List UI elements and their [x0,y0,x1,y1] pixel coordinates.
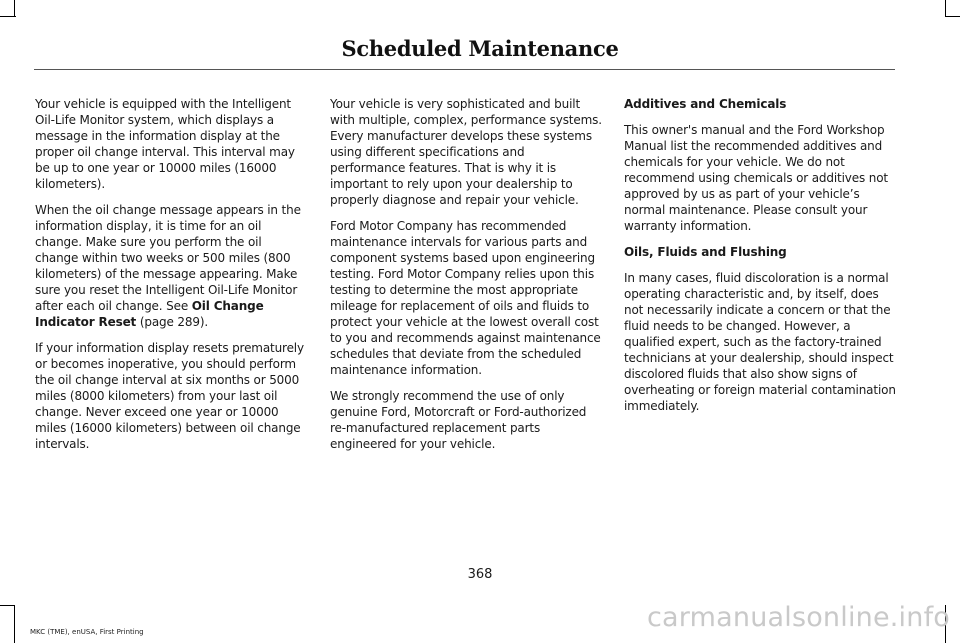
paragraph: We strongly recommend the use of only genuine Ford, Motorcraft or Ford-authorized re-manufactured replacement parts engineered for your vehicle. [330,389,587,451]
watermark-logo: carmanualsonline.info [647,602,950,633]
section-heading: Additives and Chemicals [624,97,787,111]
paragraph: In many cases, fluid discoloration is a normal operating characteristic and, by itself, does not necessarily indicate a concern or that the fluid needs to be changed. However, a qualified expert, such as the factory-trained technicians at your dealership, should inspect discolored fluids that also show signs of overheating or foreign material contamination immediately. [624,271,896,413]
column-1 [35,96,307,462]
column-2 [330,96,602,462]
crop-mark-top-right-v [945,0,946,16]
paragraph: If your information display resets prematurely or becomes inoperative, you should perform the oil change interval at six months or 5000 miles (8000 kilometers) from your last oil change. Never exceed one year or 10000 miles (16000 kilometers) between oil change intervals. [35,341,304,451]
paragraph: Ford Motor Company has recommended maintenance intervals for various parts and component systems based upon engineering testing. Ford Motor Company relies upon this testing to determine the most appropriate mileage for replacement of oils and fluids to protect your vehicle at the lowest overall cost to you and recommends against maintenance schedules that deviate from the scheduled maintenance information. [330,219,601,377]
header-rule [34,69,895,70]
column-3 [624,96,896,424]
page-reference: (page 289). [136,315,209,329]
paragraph [35,202,307,330]
crop-mark-bottom-left-h [0,605,15,606]
crop-mark-top-right-h [945,16,960,17]
edition-footer: MKC (TME), enUSA, First Printing [30,628,144,636]
crop-mark-bottom-left-v [14,605,15,643]
paragraph: This owner's manual and the Ford Workshop Manual list the recommended additives and chemicals for your vehicle. We do not recommend using chemicals or additives not approved by us as part of your vehicle’s normal maintenance. Please consult your warranty information. [624,123,888,233]
page-number: 368 [467,567,493,582]
cross-reference-link[interactable]: Oil Change Indicator Reset [35,299,264,329]
crop-mark-top-left-h [0,16,16,17]
section-heading: Oils, Fluids and Flushing [624,245,787,259]
paragraph: Your vehicle is equipped with the Intelligent Oil-Life Monitor system, which displays a message in the information display at the proper oil change interval. This interval may be up to one year or 10000 miles (16000 kilometers). [35,97,295,191]
crop-mark-top-left-v [14,0,15,16]
paragraph-text: When the oil change message appears in the information display, it is time for an oil change. Make sure you perform the oil change within two weeks or 500 miles (800 kilometers) of the message appearing. Make sure you reset the Intelligent Oil-Life Monitor after each oil change. See [35,203,301,313]
paragraph: Your vehicle is very sophisticated and built with multiple, complex, performance systems. Every manufacturer develops these systems using different specifications and performance features. That is why it is important to rely upon your dealership to properly diagnose and repair your vehicle. [330,97,602,207]
page-title: Scheduled Maintenance [341,36,619,61]
